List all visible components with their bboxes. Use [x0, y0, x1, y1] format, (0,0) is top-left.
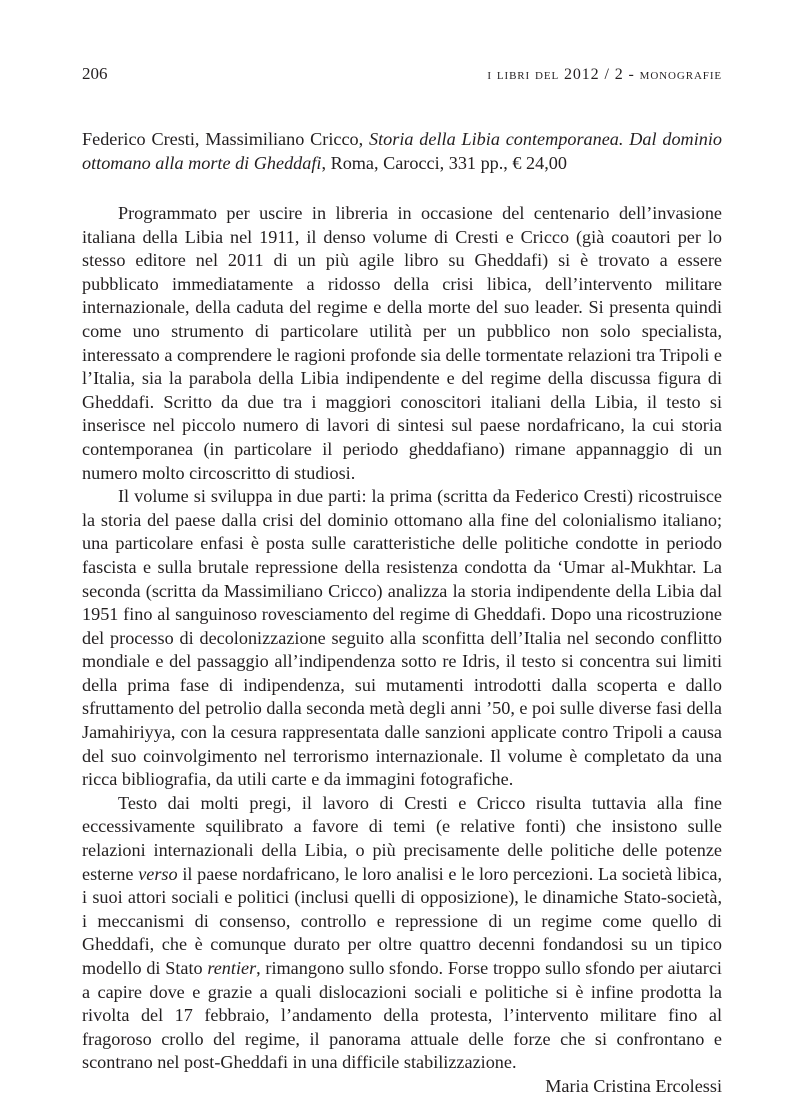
paragraph-3-text-c: , rimangono sullo sfondo. Forse troppo sullo sfondo per aiutarci a capire dove e grazie a quali dislocazioni sociali e politiche si è infine prodotta la rivolta del 17 febbraio, l’andamento della protesta, l’intervento militare fino al fragoroso crollo del regime, il panorama attuale delle forze che si confrontano e scontrano nel post-Gheddafi in una difficile stabilizzazione.	[82, 958, 722, 1073]
review-paragraph-2: Il volume si sviluppa in due parti: la prima (scritta da Federico Cresti) ricostruisce la storia del paese dalla crisi del dominio ottomano alla fine del colonialismo italiano; una particolare enfasi è posta sulle caratteristiche delle politiche condotte in periodo fascista e sulla brutale repressione della resistenza condotta da ‘Umar al-Mukhtar. La seconda (scritta da Massimiliano Cricco) analizza la storia indipendente della Libia dal 1951 fino al sanguinoso rovesciamento del regime di Gheddafi. Dopo una ricostruzione del processo di decolonizzazione seguito alla sconfitta dell’Italia nel secondo conflitto mondiale e del passaggio all’indipendenza sotto re Idris, il testo si concentra sui limiti della prima fase di indipendenza, sui mutamenti introdotti dalla scoperta e dallo sfruttamento del petrolio dalla seconda metà degli anni ’50, e poi sulle diverse fasi della Jamahiriyya, con la cesura rappresentata dalle sanzioni applicate contro Tripoli a causa del suo coinvolgimento nel terrorismo internazionale. Il volume è completato da una ricca bibliografia, da utili carte e da immagini fotografiche.	[82, 486, 722, 790]
bibliographic-citation	[82, 128, 722, 175]
series-title: i libri del 2012 / 2 - monografie	[487, 66, 722, 83]
book-review-page	[82, 64, 722, 1099]
review-paragraph-1: Programmato per uscire in libreria in occasione del centenario dell’invasione italiana della Libia nel 1911, il denso volume di Cresti e Cricco (già coautori per lo stesso editore nel 2011 di un più agile libro su Gheddafi) si è trovato a essere pubblicato immediatamente a ridosso della crisi libica, dell’intervento militare internazionale, della caduta del regime e della morte del suo leader. Si presenta quindi come uno strumento di particolare utilità per un pubblico non solo specialista, interessato a comprendere le ragioni profonde sia delle tormentate relazioni tra Tripoli e l’Italia, sia la parabola della Libia indipendente e del regime della discussa figura di Gheddafi. Scritto da due tra i maggiori conoscitori italiani della Libia, il testo si inserisce nel piccolo numero di lavori di sintesi sul paese nordafricano, la cui storia contemporanea (in particolare il periodo gheddafiano) rimane appannaggio di un numero molto circoscritto di studiosi.	[82, 203, 722, 483]
review-paragraph-3	[82, 792, 722, 1075]
citation-authors: Federico Cresti, Massimiliano Cricco,	[82, 129, 369, 149]
paragraph-3-italic-rentier: rentier	[207, 958, 257, 978]
citation-book-title: Storia della Libia contemporanea. Dal dominio ottomano alla morte di Gheddafi	[82, 129, 722, 173]
page-number: 206	[82, 64, 108, 83]
paragraph-3-italic-verso: verso	[138, 863, 178, 884]
reviewer-signature: Maria Cristina Ercolessi	[545, 1075, 722, 1096]
citation-publication-details: , Roma, Carocci, 331 pp., € 24,00	[321, 152, 567, 173]
paragraph-3-text-a: Testo dai molti pregi, il lavoro di Cresti e Cricco risulta tuttavia alla fine eccessivamente squilibrato a favore di temi (e relative fonti) che insistono sulle relazioni internazionali della Libia, o più precisamente delle politiche delle potenze esterne	[82, 792, 722, 884]
paragraph-3-text-b: il paese nordafricano, le loro analisi e le loro percezioni. La società libica, i suoi attori sociali e politici (inclusi quelli di opposizione), le dinamiche Stato-società, i meccanismi di consenso, controllo e repressione di un regime come quello di Gheddafi, che è comunque durato per oltre quattro decenni fondandosi su un tipico modello di Stato	[82, 863, 722, 978]
review-body	[82, 202, 722, 1099]
running-header	[82, 64, 722, 88]
